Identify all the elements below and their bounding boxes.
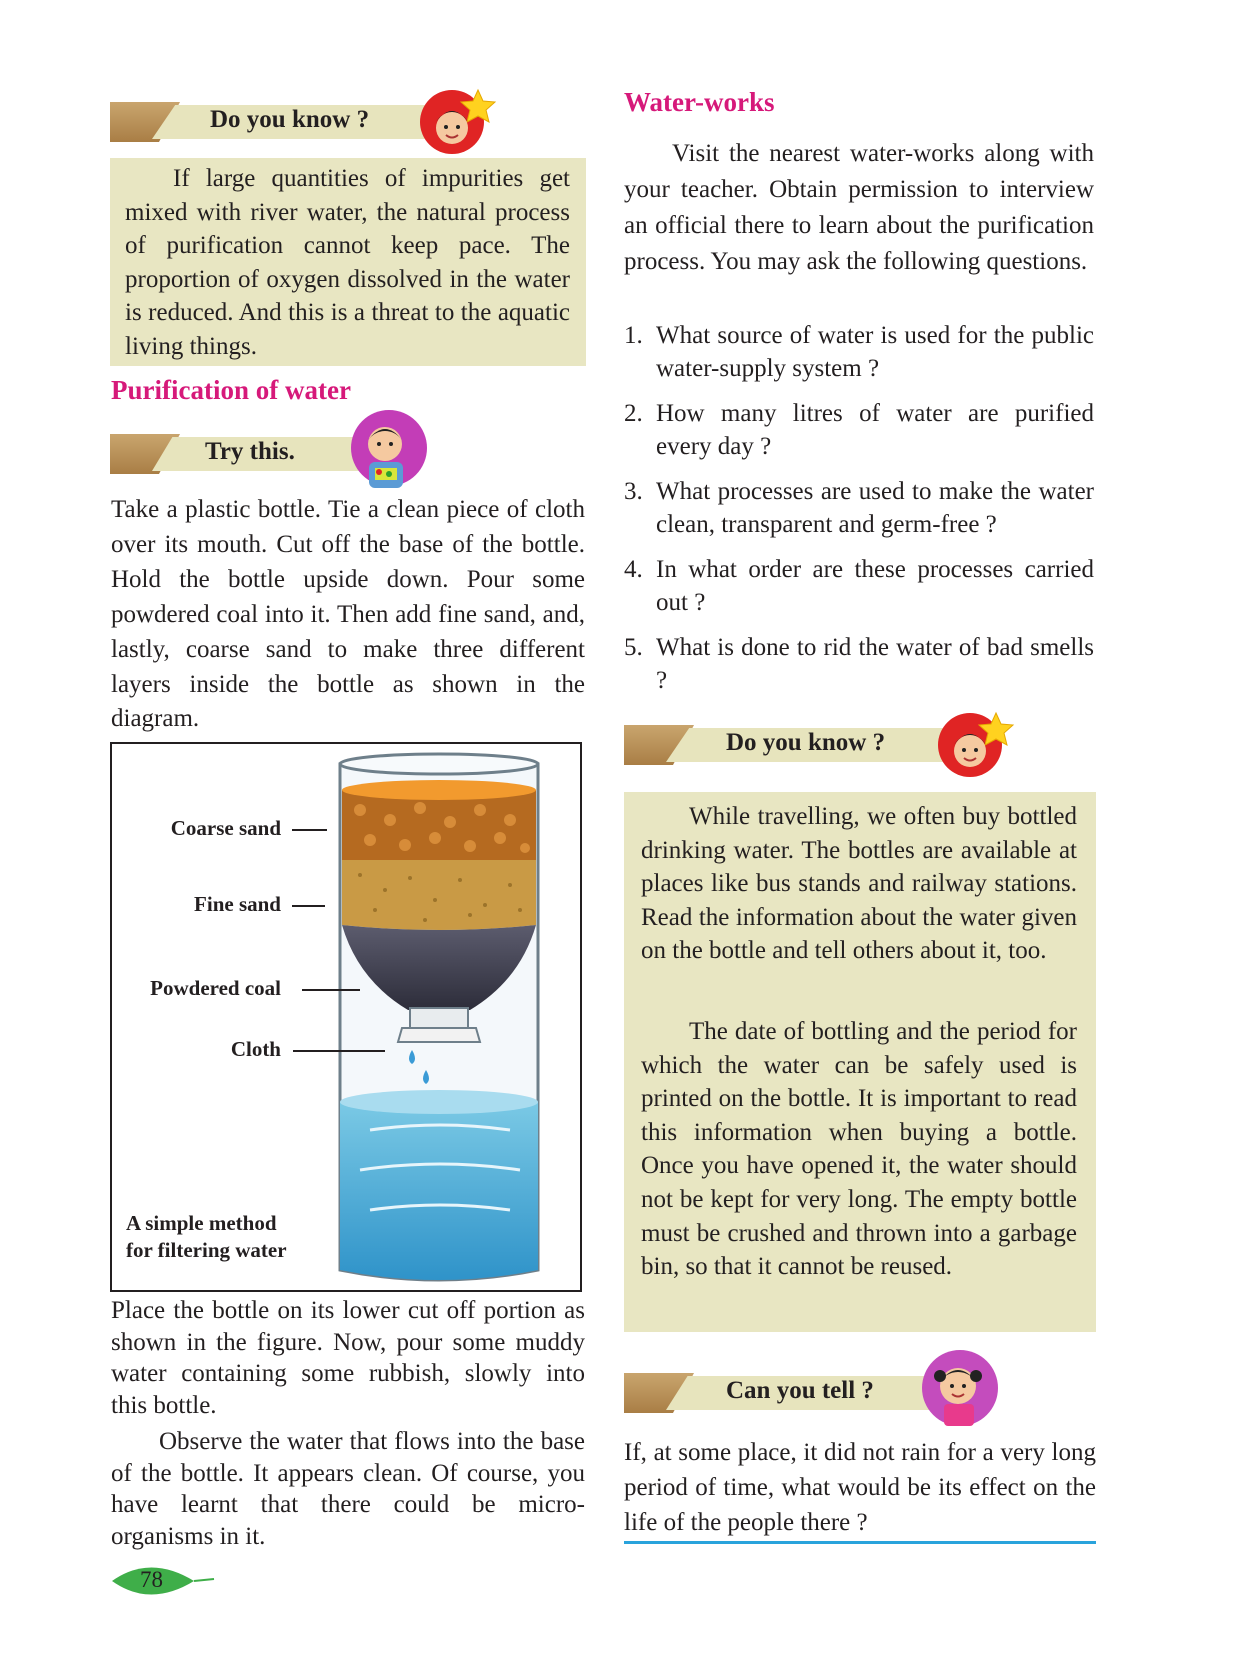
boy-experiment-icon [345, 408, 431, 492]
page-number: 78 [140, 1567, 163, 1592]
label-coarse-sand: Coarse sand [170, 816, 281, 840]
bottom-rule [624, 1541, 1096, 1544]
figure-caption-line-1: A simple method [126, 1211, 277, 1235]
question-number: 5. [624, 634, 643, 661]
do-you-know-banner-2 [624, 725, 954, 765]
do-you-know-banner-1 [110, 102, 440, 142]
do-you-know-2-para-1: While travelling, we often buy bottled drinking water. The bottles are available at places like bus stands and railway stations. Read the information about the water given on the bottle and tell others about it, too. [641, 803, 1077, 965]
question-text: How many litres of water are purified every day ? [656, 400, 1094, 460]
leader-line-powdered-coal [302, 989, 360, 991]
do-you-know-title-2: Do you know ? [726, 729, 886, 756]
question-item [624, 475, 1094, 541]
leader-line-fine-sand [292, 905, 325, 907]
try-this-title: Try this. [205, 438, 295, 465]
do-you-know-text-1: If large quantities of impurities get mixed with river water, the natural process of purification cannot keep pace. The proportion of oxygen dissolved in the water is reduced. And this is a threat to the aquatic living things. [125, 165, 570, 360]
can-you-tell-title: Can you tell ? [726, 1377, 874, 1404]
question-item [624, 319, 1094, 385]
question-number: 4. [624, 556, 643, 583]
boy-mascot-icon [928, 703, 1020, 779]
question-text: What is done to rid the water of bad smells ? [656, 634, 1094, 694]
label-cloth: Cloth [230, 1037, 281, 1061]
question-number: 2. [624, 400, 643, 427]
can-you-tell-text: If, at some place, it did not rain for a very long period of time, what would be its effect on the life of the people there ? [624, 1439, 1096, 1536]
try-this-text: Take a plastic bottle. Tie a clean piece of cloth over its mouth. Cut off the base of the bottle. Hold the bottle upside down. Pour some powdered coal into it. Then add fine sand, and, lastly, coarse sand to make three different layers inside the bottle as shown in the diagram. [111, 496, 585, 733]
boy-mascot-icon [410, 80, 502, 156]
purification-heading: Purification of water [111, 375, 351, 405]
question-text: What processes are used to make the water clean, transparent and germ-free ? [656, 478, 1094, 538]
question-text: In what order are these processes carried out ? [656, 556, 1094, 616]
figure-caption-line-2: for filtering water [126, 1238, 287, 1262]
para-after-figure: Place the bottle on its lower cut off portion as shown in the figure. Now, pour some muddy water containing some rubbish, slowly into this bottle. [111, 1297, 585, 1419]
girl-mascot-icon [918, 1346, 1002, 1430]
label-fine-sand: Fine sand [194, 892, 281, 916]
do-you-know-title: Do you know ? [210, 106, 370, 133]
question-item [624, 553, 1094, 619]
question-text: What source of water is used for the public water-supply system ? [656, 322, 1094, 382]
leader-line-coarse-sand [292, 829, 327, 831]
water-works-intro: Visit the nearest water-works along with your teacher. Obtain permission to interview an official there to learn about the purification process. You may ask the following questions. [624, 140, 1094, 275]
question-item [624, 397, 1094, 463]
para-observe: Observe the water that flows into the base of the bottle. It appears clean. Of course, you have learnt that there could be micro-organisms in it. [111, 1428, 585, 1550]
questions-list [624, 319, 1094, 709]
question-number: 3. [624, 478, 643, 505]
label-powdered-coal: Powdered coal [150, 976, 281, 1000]
water-works-heading: Water-works [624, 87, 775, 117]
leader-line-cloth [293, 1050, 385, 1052]
can-you-tell-banner [624, 1373, 944, 1413]
do-you-know-2-para-2: The date of bottling and the period for which the water can be safely used is printed on the bottle. It is important to read this information when buying a bottle. Once you have opened it, the water should not be kept for very long. The empty bottle must be crushed and thrown into a garbage bin, so that it cannot be reused. [641, 1018, 1077, 1281]
water-filter-illustration [330, 750, 560, 1290]
question-item [624, 631, 1094, 697]
question-number: 1. [624, 322, 643, 349]
